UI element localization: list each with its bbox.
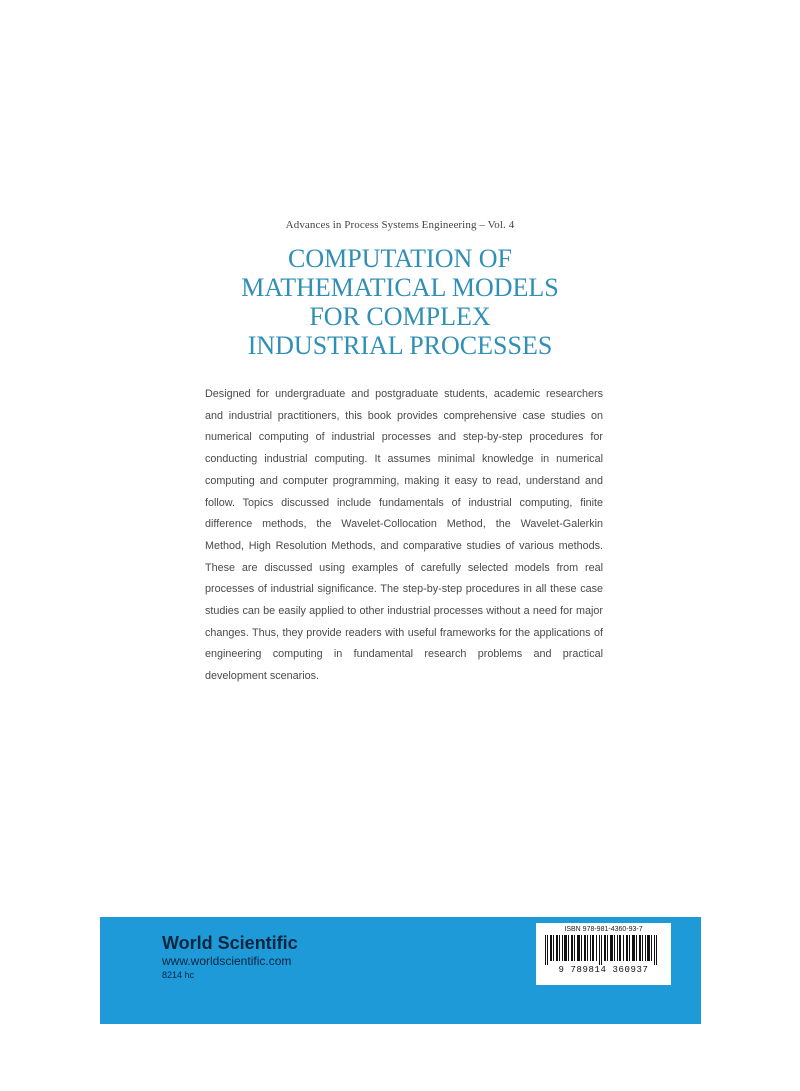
title-line-2: MATHEMATICAL MODELS: [241, 273, 559, 302]
publisher-name: World Scientific: [162, 933, 298, 953]
description-text: Designed for undergraduate and postgraduate students, academic researchers and industrial practitioners, this book provides comprehensive case studies on numerical computing of industrial processes and step-by-step procedures for conducting industrial computing. It assumes minimal knowledge in numerical computing and computer programming, making it easy to read, understand and follow. Topics discussed include fundamentals of industrial computing, finite difference methods, the Wavelet-Collocation Method, the Wavelet-Galerkin Method, High Resolution Methods, and comparative studies of various methods. These are discussed using examples of carefully selected models from real processes of industrial significance. The step-by-step procedures in all these case studies can be easily applied to other industrial processes without a need for major changes. Thus, they provide readers with useful frameworks for the applications of engineering computing in fundamental research problems and practical development scenarios.: [205, 388, 603, 683]
title-line-4: INDUSTRIAL PROCESSES: [247, 331, 553, 360]
barcode-panel: [536, 923, 671, 985]
series-line: Advances in Process Systems Engineering – Vol. 4: [285, 219, 515, 231]
publisher-band: [100, 917, 701, 1024]
isbn-label: ISBN 978-981-4360-93-7: [564, 926, 643, 933]
book-description: [205, 384, 603, 688]
book-title: [0, 244, 800, 360]
publisher-website: www.worldscientific.com: [162, 954, 292, 968]
product-code: 8214 hc: [162, 970, 195, 980]
barcode-digits: 9 789814 360937: [558, 965, 649, 975]
title-line-3: FOR COMPLEX: [309, 302, 491, 331]
title-line-1: COMPUTATION OF: [288, 244, 512, 273]
barcode-icon: [543, 935, 664, 965]
